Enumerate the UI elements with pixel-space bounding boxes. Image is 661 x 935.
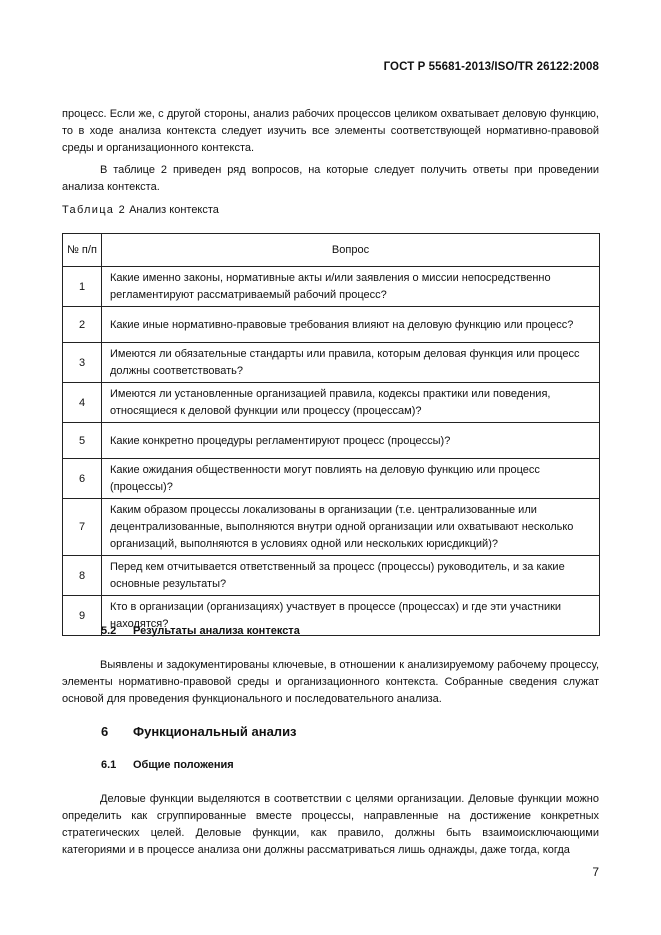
section-5-2-title: Результаты анализа контекста	[133, 625, 300, 637]
row-question: Какие конкретно процедуры регламентируют процесс (процессы)?	[102, 423, 600, 459]
row-question: Имеются ли обязательные стандарты или правила, которым деловая функция или процесс должны соответствовать?	[102, 343, 600, 383]
row-question: Кто в организации (организациях) участвует в процессе (процессах) и где эти участники находятся?	[102, 596, 600, 636]
paragraph-context-scope: процесс. Если же, с другой стороны, анализ рабочих процессов целиком охватывает деловую функцию, то в ходе анализа контекста следует изучить все элементы соответствующей нормативно-правовой среды и организационного контекста.	[62, 108, 599, 154]
row-number: 8	[63, 556, 102, 596]
row-number: 9	[63, 596, 102, 636]
table-header-row	[63, 234, 600, 267]
table-caption-title: Анализ контекста	[129, 204, 219, 216]
paragraph-context-results: Выявлены и задокументированы ключевые, в отношении к анализируемому рабочему процессу, элементы нормативно-правовой среды и организационного контекста. Собранные сведения служат основой для проведения функционального и последовательного анализа.	[62, 659, 599, 705]
column-header-number: № п/п	[63, 234, 102, 267]
section-5-2-number: 5.2	[101, 625, 117, 637]
row-number: 5	[63, 423, 102, 459]
table-row	[63, 556, 600, 596]
row-question: Какие иные нормативно-правовые требования влияют на деловую функцию или процесс?	[102, 307, 600, 343]
section-6-1-title: Общие положения	[133, 759, 234, 771]
row-question: Каким образом процессы локализованы в организации (т.е. централизованные или децентрализованные, выполняются внутри одной организации или охватывают несколько организаций, выполняются в условиях одной или нескольких юрисдикций)?	[102, 499, 600, 556]
section-6-1-number: 6.1	[101, 759, 117, 771]
table-row	[63, 499, 600, 556]
row-number: 1	[63, 267, 102, 307]
table-caption	[62, 204, 219, 216]
column-header-question: Вопрос	[102, 234, 600, 267]
row-number: 6	[63, 459, 102, 499]
table-caption-label: Таблица 2	[62, 204, 127, 216]
table-row	[63, 307, 600, 343]
table-row	[63, 383, 600, 423]
table-row	[63, 423, 600, 459]
context-analysis-table	[62, 233, 600, 636]
document-header-id: ГОСТ Р 55681-2013/ISO/TR 26122:2008	[383, 61, 599, 73]
table-row	[63, 459, 600, 499]
row-number: 2	[63, 307, 102, 343]
section-6-number: 6	[101, 724, 109, 739]
table-row	[63, 267, 600, 307]
page-number: 7	[592, 865, 599, 879]
row-question: Какие ожидания общественности могут повлиять на деловую функцию или процесс (процессы)?	[102, 459, 600, 499]
row-number: 7	[63, 499, 102, 556]
paragraph-business-functions: Деловые функции выделяются в соответствии с целями организации. Деловые функции можно определить как сгруппированные вместе процессы, направленные на достижение конкретных стратегических целей. Деловые функции, как правило, должны быть взаимоисключающими категориями и в процессе анализа они должны рассматриваться лишь однажды, даже тогда, когда	[62, 793, 599, 856]
paragraph-table-intro: В таблице 2 приведен ряд вопросов, на которые следует получить ответы при проведении анализа контекста.	[62, 164, 599, 193]
table-row	[63, 343, 600, 383]
section-6-title: Функциональный анализ	[133, 724, 297, 739]
row-number: 4	[63, 383, 102, 423]
row-question: Какие именно законы, нормативные акты и/или заявления о миссии непосредственно регламентируют рассматриваемый рабочий процесс?	[102, 267, 600, 307]
row-question: Перед кем отчитывается ответственный за процесс (процессы) руководитель, и за какие основные результаты?	[102, 556, 600, 596]
row-number: 3	[63, 343, 102, 383]
row-question: Имеются ли установленные организацией правила, кодексы практики или поведения, относящиеся к деловой функции или процессу (процессам)?	[102, 383, 600, 423]
